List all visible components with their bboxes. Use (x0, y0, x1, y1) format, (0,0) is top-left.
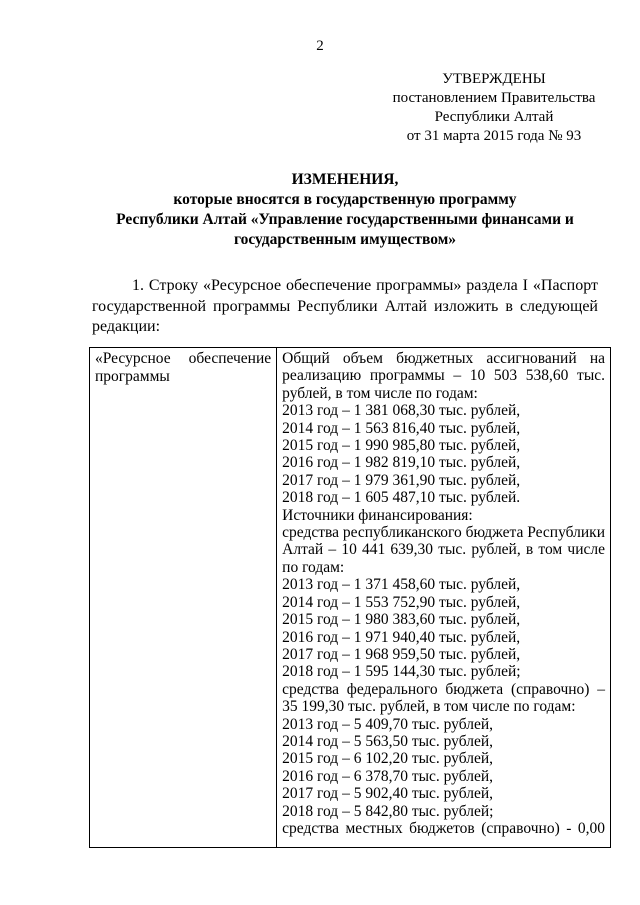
value-line: 2018 год – 1 595 144,30 тыс. рублей; (282, 663, 521, 681)
value-line: 2016 год – 6 378,70 тыс. рублей, (282, 767, 494, 785)
approval-line: от 31 марта 2015 года № 93 (406, 128, 582, 144)
page-number: 2 (316, 38, 324, 54)
approval-line: постановлением Правительства (392, 90, 596, 106)
resource-table (89, 347, 611, 848)
value-line: 2018 год – 1 605 487,10 тыс. рублей. (282, 489, 521, 507)
value-line: 2016 год – 1 971 940,40 тыс. рублей, (282, 628, 521, 646)
value-line: по годам: (282, 558, 345, 576)
approval-block (385, 70, 603, 146)
row-label-line: «Ресурсное обеспечение (95, 350, 272, 367)
value-line: 2013 год – 1 371 458,60 тыс. рублей, (282, 576, 521, 594)
value-line: 35 199,30 тыс. рублей, в том числе по годам: (282, 698, 576, 716)
value-line: Источники финансирования: (282, 506, 473, 524)
value-line: 2017 год – 1 979 361,90 тыс. рублей, (282, 471, 521, 489)
heading-line: которые вносятся в государственную программу (173, 191, 517, 208)
row-value-cell (277, 348, 611, 848)
value-line: средства республиканского бюджета Республики (282, 524, 605, 542)
value-line: рублей, в том числе по годам: (282, 384, 478, 402)
heading-title: ИЗМЕНЕНИЯ, (291, 171, 399, 188)
row-label-cell (90, 348, 277, 848)
value-line: 2013 год – 5 409,70 тыс. рублей, (282, 715, 494, 733)
value-line: 2015 год – 6 102,20 тыс. рублей, (282, 750, 494, 768)
document-heading (60, 170, 630, 250)
value-line: Общий объем бюджетных ассигнований на (282, 350, 605, 367)
paragraph-line: 1. Строку «Ресурсное обеспечение программы» раздела I «Паспорт (132, 277, 598, 294)
value-line: реализацию программы – 10 503 538,60 тыс. (282, 367, 605, 385)
value-line: 2014 год – 1 553 752,90 тыс. рублей, (282, 593, 521, 611)
value-line: средства федерального бюджета (справочно) – (282, 680, 605, 698)
value-line: 2013 год – 1 381 068,30 тыс. рублей, (282, 402, 521, 420)
value-line: 2014 год – 5 563,50 тыс. рублей, (282, 732, 494, 750)
row-label-line: программы (95, 368, 170, 385)
paragraph-line: государственной программы Республики Алтай изложить в следующей (92, 297, 598, 315)
approval-title: УТВЕРЖДЕНЫ (442, 71, 546, 87)
value-line: 2017 год – 1 968 959,50 тыс. рублей, (282, 645, 521, 663)
value-line: Алтай – 10 441 639,30 тыс. рублей, в том числе (282, 541, 605, 559)
value-line: 2016 год – 1 982 819,10 тыс. рублей, (282, 454, 521, 472)
heading-line: государственным имуществом» (233, 231, 457, 248)
value-line: 2015 год – 1 980 383,60 тыс. рублей, (282, 611, 521, 629)
intro-paragraph (92, 276, 598, 338)
heading-line: Республики Алтай «Управление государственными финансами и (116, 211, 574, 228)
value-line: 2018 год – 5 842,80 тыс. рублей; (282, 802, 494, 820)
value-line: 2014 год – 1 563 816,40 тыс. рублей, (282, 419, 521, 437)
paragraph-line: редакции: (92, 318, 161, 335)
approval-line: Республики Алтай (434, 109, 554, 125)
value-line: средства местных бюджетов (справочно) - 0,00 (282, 819, 605, 837)
value-line: 2015 год – 1 990 985,80 тыс. рублей, (282, 437, 521, 455)
table-row (90, 348, 611, 848)
value-line: 2017 год – 5 902,40 тыс. рублей, (282, 785, 494, 803)
